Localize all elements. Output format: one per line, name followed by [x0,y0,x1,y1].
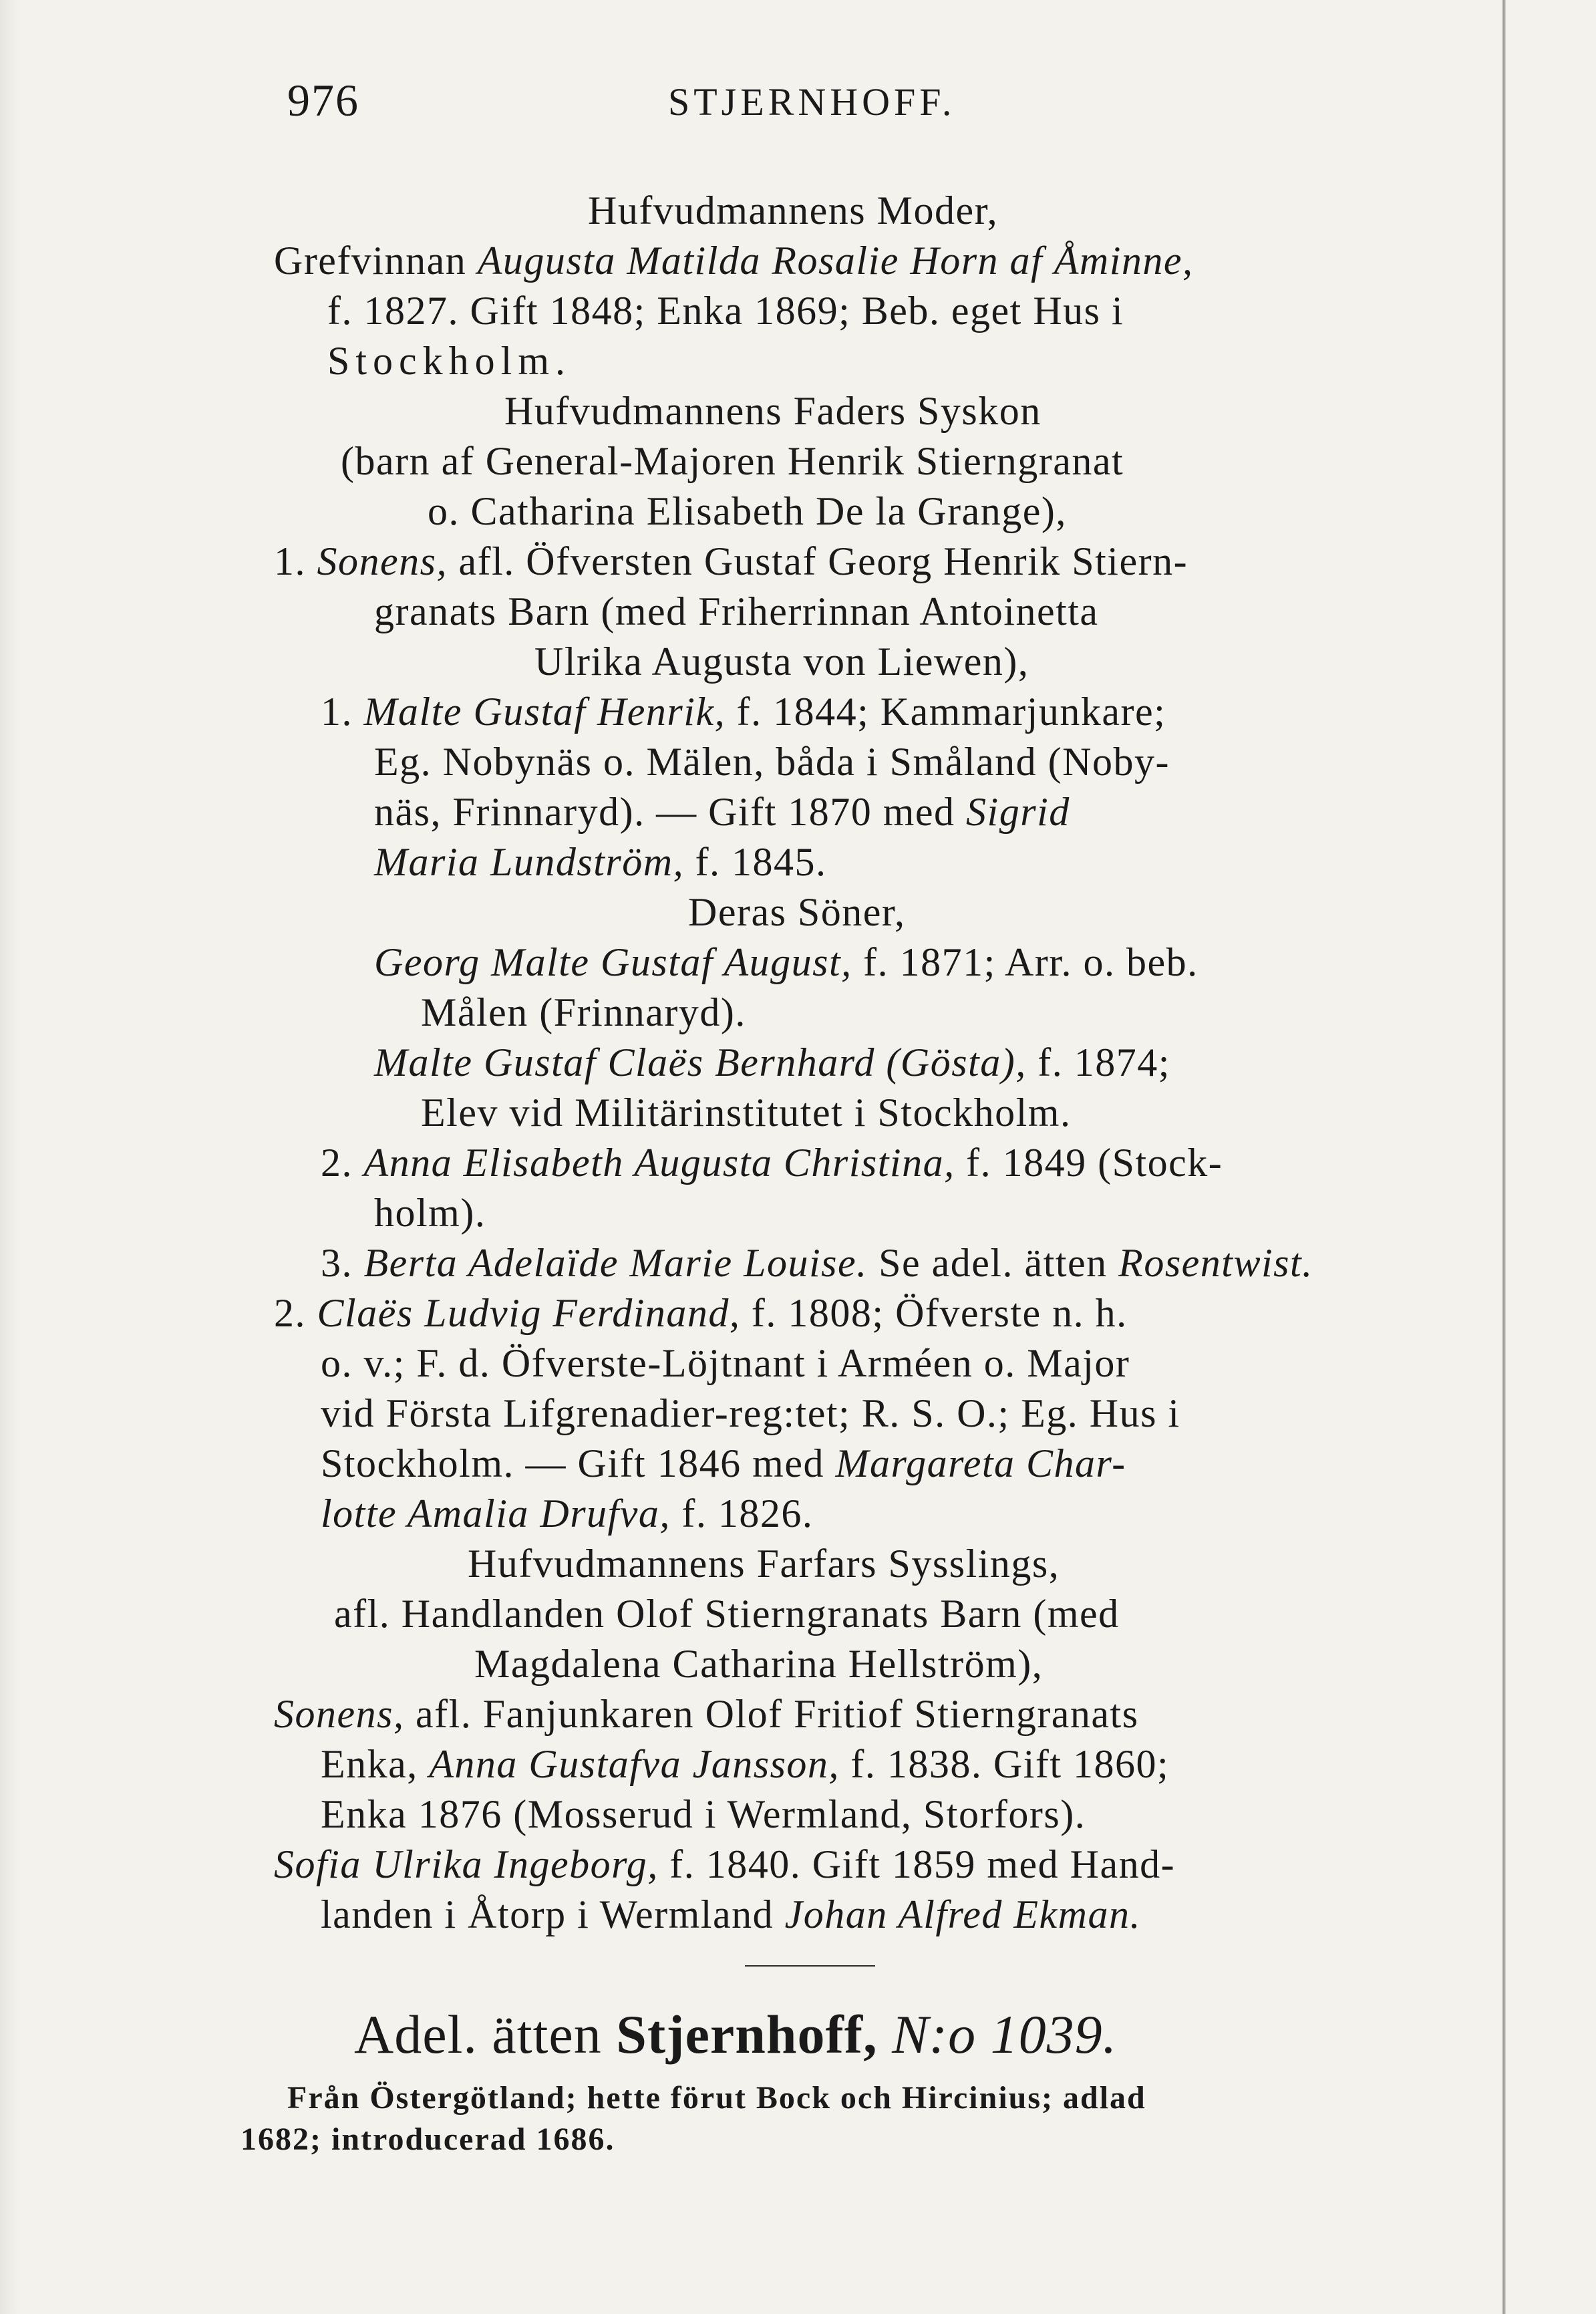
text-line: Stockholm. — Gift 1846 med Margareta Char- [321,1441,1126,1485]
text-line: 1. Malte Gustaf Henrik, f. 1844; Kammarjunkare; [321,690,1166,734]
text-line: f. 1827. Gift 1848; Enka 1869; Beb. eget Hus i [327,289,1124,333]
text-line: Enka, Anna Gustafva Jansson, f. 1838. Gift 1860; [321,1742,1170,1786]
text-line: Elev vid Militärinstitutet i Stockholm. [421,1091,1072,1135]
text-line: lotte Amalia Drufva, f. 1826. [321,1491,814,1536]
subheading-farfars-sysslings: Hufvudmannens Farfars Sysslings, [468,1542,1060,1586]
section-divider [745,1965,875,1967]
text-line: Målen (Frinnaryd). [421,990,746,1034]
text-line: Eg. Nobynäs o. Mälen, båda i Småland (Noby- [374,740,1170,784]
text-line: Sonens, afl. Fanjunkaren Olof Fritiof Stierngranats [274,1692,1139,1736]
section-intro-line: Från Östergötland; hette förut Bock och Hircinius; adlad [287,2080,1146,2116]
text-line: Enka 1876 (Mosserud i Wermland, Storfors). [321,1792,1086,1836]
text-line: o. Catharina Elisabeth De la Grange), [428,489,1067,533]
text-line: Magdalena Catharina Hellström), [474,1642,1044,1686]
text-line: afl. Handlanden Olof Stierngranats Barn (med [334,1592,1120,1636]
text-line: 2. Claës Ludvig Ferdinand, f. 1808; Öfverste n. h. [274,1291,1128,1335]
text-line: 3. Berta Adelaïde Marie Louise. Se adel. ätten Rosentwist. [321,1241,1313,1285]
subheading-moder: Hufvudmannens Moder, [588,188,999,233]
text-line: 2. Anna Elisabeth Augusta Christina, f. 1849 (Stock- [321,1141,1223,1185]
subheading-deras-soner: Deras Söner, [688,890,906,934]
running-head: STJERNHOFF. [668,80,956,124]
page-binding-edge [1502,0,1506,2314]
text-line: landen i Åtorp i Wermland Johan Alfred Ekman. [321,1892,1141,1936]
subheading-faders-syskon: Hufvudmannens Faders Syskon [504,389,1042,433]
text-line: Sofia Ulrika Ingeborg, f. 1840. Gift 1859 med Hand- [274,1842,1176,1886]
page-number: 976 [287,75,359,126]
text-line: Maria Lundström, f. 1845. [374,840,827,884]
text-line: granats Barn (med Friherrinnan Antoinetta [374,589,1099,633]
text-line: holm). [374,1191,486,1235]
text-line: (barn af General-Majoren Henrik Stierngranat [341,439,1124,483]
text-line: vid Första Lifgrenadier-reg:tet; R. S. O.; Eg. Hus i [321,1391,1180,1435]
text-line: 1. Sonens, afl. Öfversten Gustaf Georg Henrik Stiern- [274,539,1188,583]
text-line: Grefvinnan Augusta Matilda Rosalie Horn af Åminne, [274,239,1194,283]
text-line: Georg Malte Gustaf August, f. 1871; Arr. o. beb. [374,940,1199,984]
text-line: Ulrika Augusta von Liewen), [534,639,1029,684]
text-line: näs, Frinnaryd). — Gift 1870 med Sigrid [374,790,1070,834]
section-intro-line: 1682; introducerad 1686. [241,2122,615,2157]
text-line: Malte Gustaf Claës Bernhard (Gösta), f. 1874; [374,1040,1170,1084]
page-edge-shadow [0,0,20,2314]
text-line: Stockholm. [327,339,572,383]
text-line: o. v.; F. d. Öfverste-Löjtnant i Arméen o. Major [321,1341,1130,1385]
section-heading: Adel. ätten Stjernhoff, N:o 1039. [354,2004,1118,2065]
